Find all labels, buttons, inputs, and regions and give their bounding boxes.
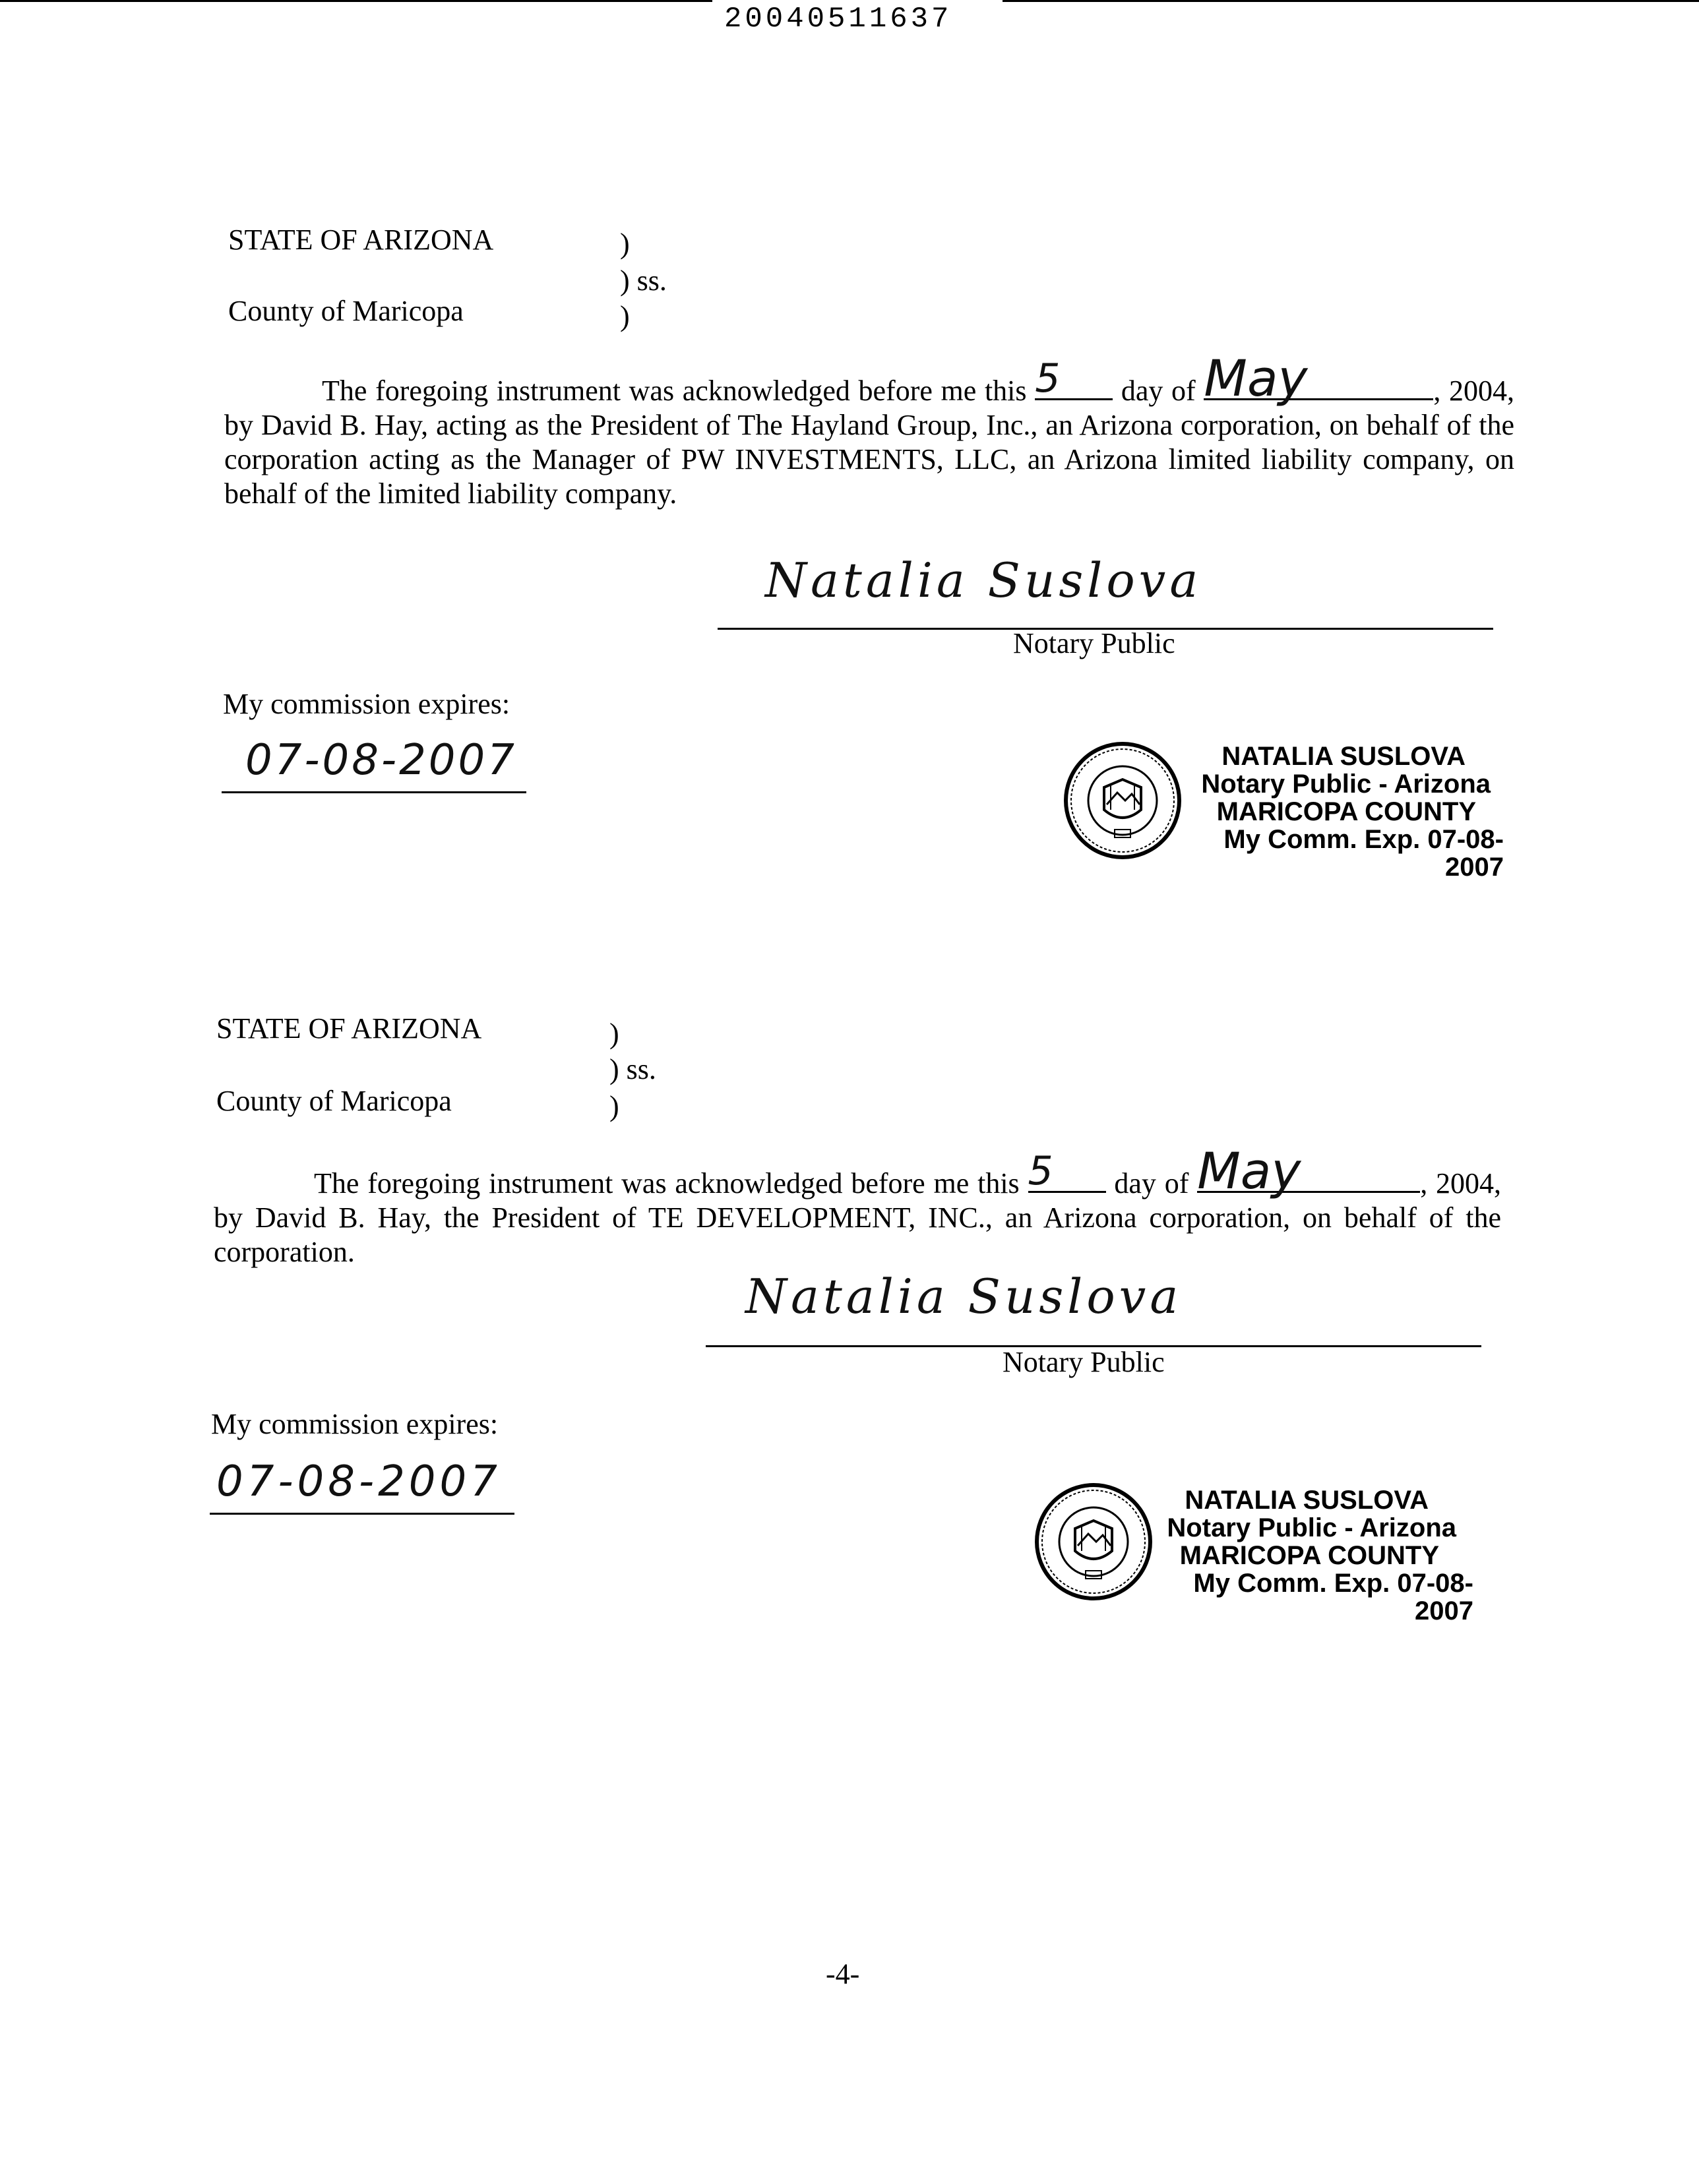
ack-intro: The foregoing instrument was acknowledged before me this [314, 1167, 1020, 1199]
stamp-name: NATALIA SUSLOVA [1221, 742, 1466, 771]
day-field [1028, 1148, 1106, 1194]
venue-county: County of Maricopa [228, 295, 464, 327]
year-by-label: , 2004, by [214, 1167, 1502, 1234]
page-number: -4- [826, 1958, 860, 1990]
commission-date-line [222, 791, 526, 793]
stamp-expiry: My Comm. Exp. 07-08-2007 [1193, 1569, 1473, 1625]
signer-title: Notary Public [1003, 1346, 1165, 1378]
state-seal-icon [1034, 1482, 1153, 1601]
venue-state: STATE OF ARIZONA [228, 224, 494, 256]
ack-body: David B. Hay, acting as the President of The Hayland Group, Inc., an Arizona corporation, on behalf of the corporation acting as the Manager of PW INVESTMENTS, LLC, an Arizona limited liability company, on behalf of the limited liability company. [224, 409, 1514, 510]
commission-label: My commission expires: [211, 1408, 499, 1440]
venue-paren-top: ) [620, 228, 630, 260]
venue-paren-top: ) [609, 1017, 619, 1050]
signer-title: Notary Public [1013, 627, 1175, 659]
commission-label: My commission expires: [223, 688, 510, 720]
stamp-name: NATALIA SUSLOVA [1185, 1486, 1429, 1515]
stamp-county: MARICOPA COUNTY [1179, 1541, 1439, 1570]
venue-county: County of Maricopa [216, 1085, 452, 1117]
month-value: May [1197, 1141, 1301, 1200]
month-field [1204, 349, 1433, 408]
notary-signature: Natalia Suslova [765, 553, 1202, 608]
day-field [1035, 355, 1113, 402]
commission-date-line [210, 1513, 514, 1515]
notary-stamp-text [1181, 743, 1504, 881]
stamp-title: Notary Public - Arizona [1167, 1513, 1456, 1542]
ack-body: David B. Hay, the President of TE DEVELOPMENT, INC., an Arizona corporation, on behalf of the corporation. [214, 1201, 1501, 1268]
commission-date: 07-08-2007 [216, 1457, 501, 1506]
stamp-title: Notary Public - Arizona [1201, 770, 1491, 799]
notary-stamp-text [1148, 1486, 1473, 1625]
state-seal-icon [1063, 741, 1182, 860]
month-value: May [1204, 349, 1308, 408]
day-of-label: day of [1114, 1167, 1189, 1199]
header-rule-left [0, 0, 712, 2]
recording-number: 20040511637 [724, 3, 952, 36]
ack-intro: The foregoing instrument was acknowledged before me this [322, 375, 1027, 407]
year-by-label: , 2004, by [224, 375, 1515, 441]
header-rule-right [1003, 0, 1699, 2]
month-field [1197, 1141, 1420, 1200]
stamp-expiry: My Comm. Exp. 07-08-2007 [1223, 825, 1504, 882]
day-value: 5 [1028, 1148, 1053, 1194]
venue-state: STATE OF ARIZONA [216, 1012, 482, 1045]
acknowledgment-text [214, 1141, 1502, 1269]
day-value: 5 [1035, 355, 1061, 402]
commission-date: 07-08-2007 [245, 736, 517, 785]
stamp-county: MARICOPA COUNTY [1216, 797, 1476, 826]
day-of-label: day of [1121, 375, 1196, 407]
acknowledgment-text [224, 349, 1515, 511]
venue-paren-bottom: ) [620, 300, 630, 332]
venue-ss: ) ss. [609, 1053, 656, 1085]
venue-ss: ) ss. [620, 264, 667, 297]
notary-signature: Natalia Suslova [745, 1269, 1183, 1324]
venue-paren-bottom: ) [609, 1090, 619, 1122]
